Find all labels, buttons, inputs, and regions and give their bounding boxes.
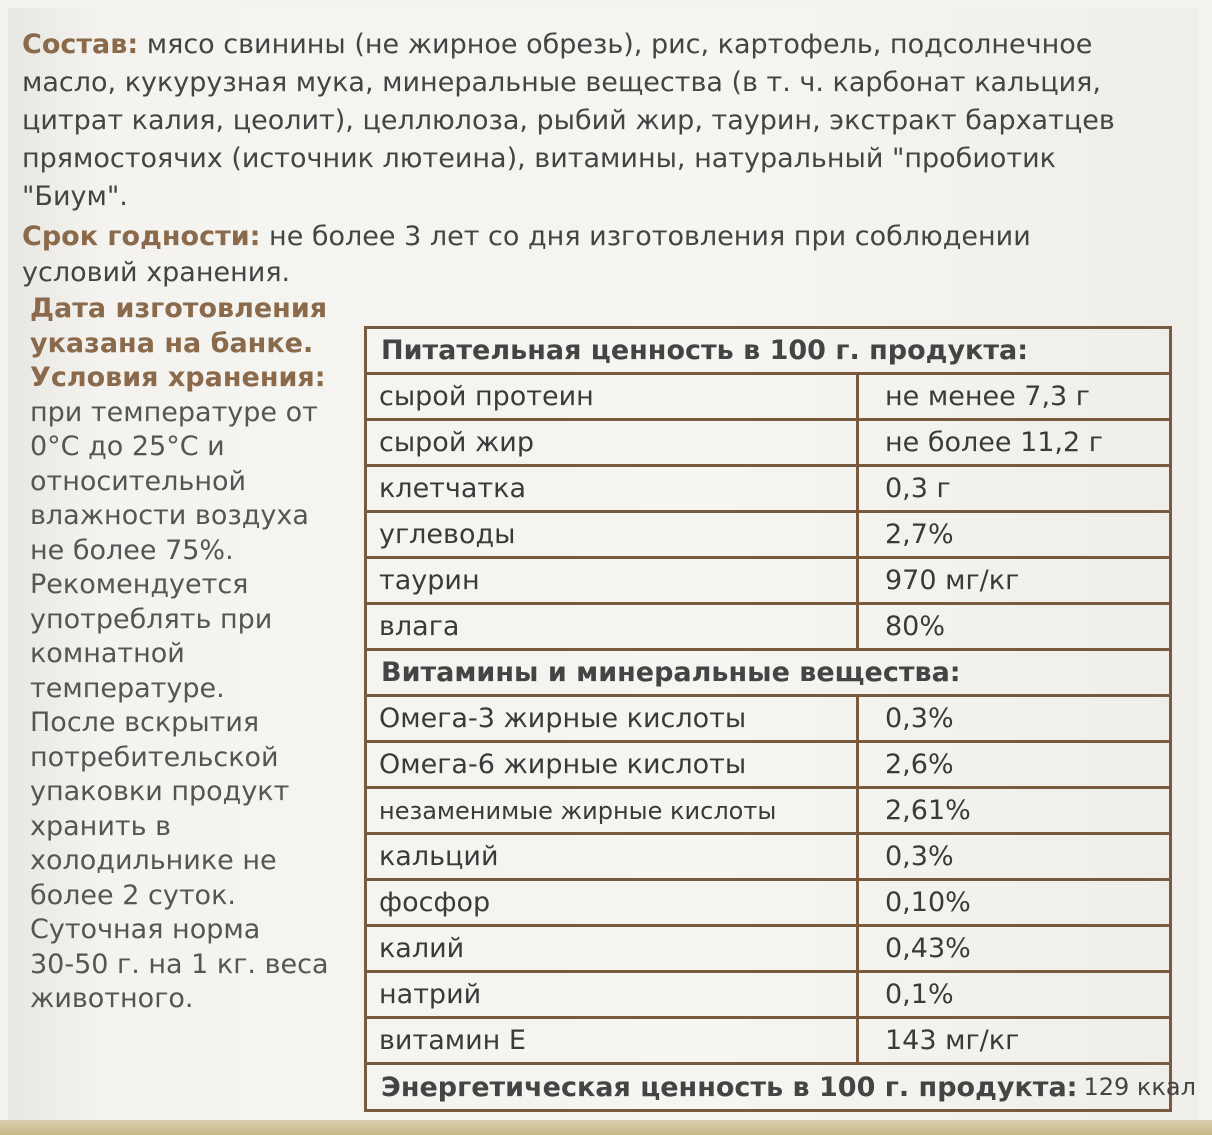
vitamin-value: 0,43% xyxy=(885,933,971,964)
production-date-2: указана на банке. xyxy=(30,327,314,359)
vitamin-name: фосфор xyxy=(367,881,859,924)
vitamin-name: Омега-3 жирные кислоты xyxy=(367,697,859,740)
table-row xyxy=(367,1019,1169,1065)
storage-line: Суточная норма xyxy=(30,914,261,945)
table-row xyxy=(367,789,1169,835)
nutrient-name: углеводы xyxy=(367,513,859,556)
nutrient-value: 2,7% xyxy=(885,519,954,550)
table-row xyxy=(367,881,1169,927)
nutrition-table xyxy=(364,326,1196,1112)
nutrient-value: не более 11,2 г xyxy=(885,427,1103,458)
composition-line-4: прямостоячих (источник лютеина), витамины, натуральный "пробиотик xyxy=(22,143,1056,174)
table-row xyxy=(367,559,1169,605)
energy-cell xyxy=(367,1065,1196,1109)
storage-line: комнатной xyxy=(30,638,185,669)
vitamin-value: 2,61% xyxy=(885,795,971,826)
storage-label: Условия хранения: xyxy=(30,362,326,393)
vitamin-name: кальций xyxy=(367,835,859,878)
energy-row xyxy=(367,1065,1196,1109)
table-row xyxy=(367,743,1169,789)
storage-line: 30-50 г. на 1 кг. веса xyxy=(30,948,329,980)
storage-line: не более 75%. xyxy=(30,534,234,566)
table-row xyxy=(367,927,1169,973)
nutrient-value: не менее 7,3 г xyxy=(885,381,1090,412)
storage-line: холодильнике не xyxy=(30,845,277,876)
composition-line-3: цитрат калия, цеолит), целлюлоза, рыбий жир, таурин, экстракт бархатцев xyxy=(22,105,1115,136)
table-row xyxy=(367,835,1169,881)
nutrient-name: сырой жир xyxy=(367,421,859,464)
vitamin-name: калий xyxy=(367,927,859,970)
storage-line: температуре. xyxy=(30,672,225,704)
storage-line: Рекомендуется xyxy=(30,569,249,600)
storage-line: употреблять при xyxy=(30,603,273,635)
nutrient-value: 0,3 г xyxy=(885,473,951,504)
nutrient-value: 970 мг/кг xyxy=(885,565,1020,596)
composition-label: Состав: xyxy=(22,29,139,60)
label-edge xyxy=(0,1120,1212,1135)
storage-line: относительной xyxy=(30,465,247,497)
table-row xyxy=(367,375,1169,421)
vitamin-name: незаменимые жирные кислоты xyxy=(367,789,859,832)
vitamins-header-row xyxy=(367,651,1169,697)
storage-line: при температуре от xyxy=(30,396,318,428)
composition-line-2: масло, кукурузная мука, минеральные вещества (в т. ч. карбонат кальция, xyxy=(22,67,1101,98)
energy-value: 129 ккал xyxy=(1083,1073,1196,1101)
vitamin-name: Омега-6 жирные кислоты xyxy=(367,743,859,786)
storage-line: животного. xyxy=(30,983,194,1014)
nutrient-name: таурин xyxy=(367,559,859,602)
vitamin-value: 0,3% xyxy=(885,703,954,734)
vitamin-value: 0,10% xyxy=(885,887,971,918)
table-row xyxy=(367,697,1169,743)
nutrition-header: Питательная ценность в 100 г. продукта: xyxy=(381,335,1029,366)
vitamin-value: 143 мг/кг xyxy=(885,1025,1020,1056)
storage-line: упаковки продукт xyxy=(30,776,290,807)
table-row xyxy=(367,421,1169,467)
composition-text-1: мясо свинины (не жирное обрезь), рис, картофель, подсолнечное xyxy=(138,29,1093,60)
vitamin-name: витамин Е xyxy=(367,1019,859,1062)
vitamin-value: 0,3% xyxy=(885,841,954,872)
vitamins-header: Витамины и минеральные вещества: xyxy=(381,657,961,688)
vitamin-value: 0,1% xyxy=(885,979,954,1010)
table-row xyxy=(367,467,1169,513)
shelf-life-line-1 xyxy=(22,220,1031,254)
nutrient-name: клетчатка xyxy=(367,467,859,510)
storage-line: 0°С до 25°С и xyxy=(30,431,225,462)
storage-line: влажности воздуха xyxy=(30,500,309,531)
table-row xyxy=(367,605,1169,651)
energy-label: Энергетическая ценность в 100 г. продукта: xyxy=(381,1071,1078,1103)
table-row xyxy=(367,973,1169,1019)
storage-line: потребительской xyxy=(30,741,279,773)
nutrient-name: сырой протеин xyxy=(367,375,859,418)
shelf-life-text: не более 3 лет со дня изготовления при соблюдении xyxy=(260,221,1031,252)
nutrient-name: влага xyxy=(367,605,859,648)
vitamin-name: натрий xyxy=(367,973,859,1016)
nutrition-header-row xyxy=(367,329,1169,375)
storage-line: хранить в xyxy=(30,810,171,842)
storage-line: После вскрытия xyxy=(30,707,260,738)
composition-line-5: "Биум". xyxy=(22,181,128,212)
shelf-life-label: Срок годности: xyxy=(22,221,261,252)
production-date-1: Дата изготовления xyxy=(30,293,328,324)
storage-line: более 2 суток. xyxy=(30,879,236,911)
composition-line-1 xyxy=(22,28,1092,62)
shelf-life-line-2: условий хранения. xyxy=(22,257,291,288)
nutrient-value: 80% xyxy=(885,611,946,642)
table-row xyxy=(367,513,1169,559)
vitamin-value: 2,6% xyxy=(885,749,954,780)
storage-info xyxy=(30,292,350,1017)
